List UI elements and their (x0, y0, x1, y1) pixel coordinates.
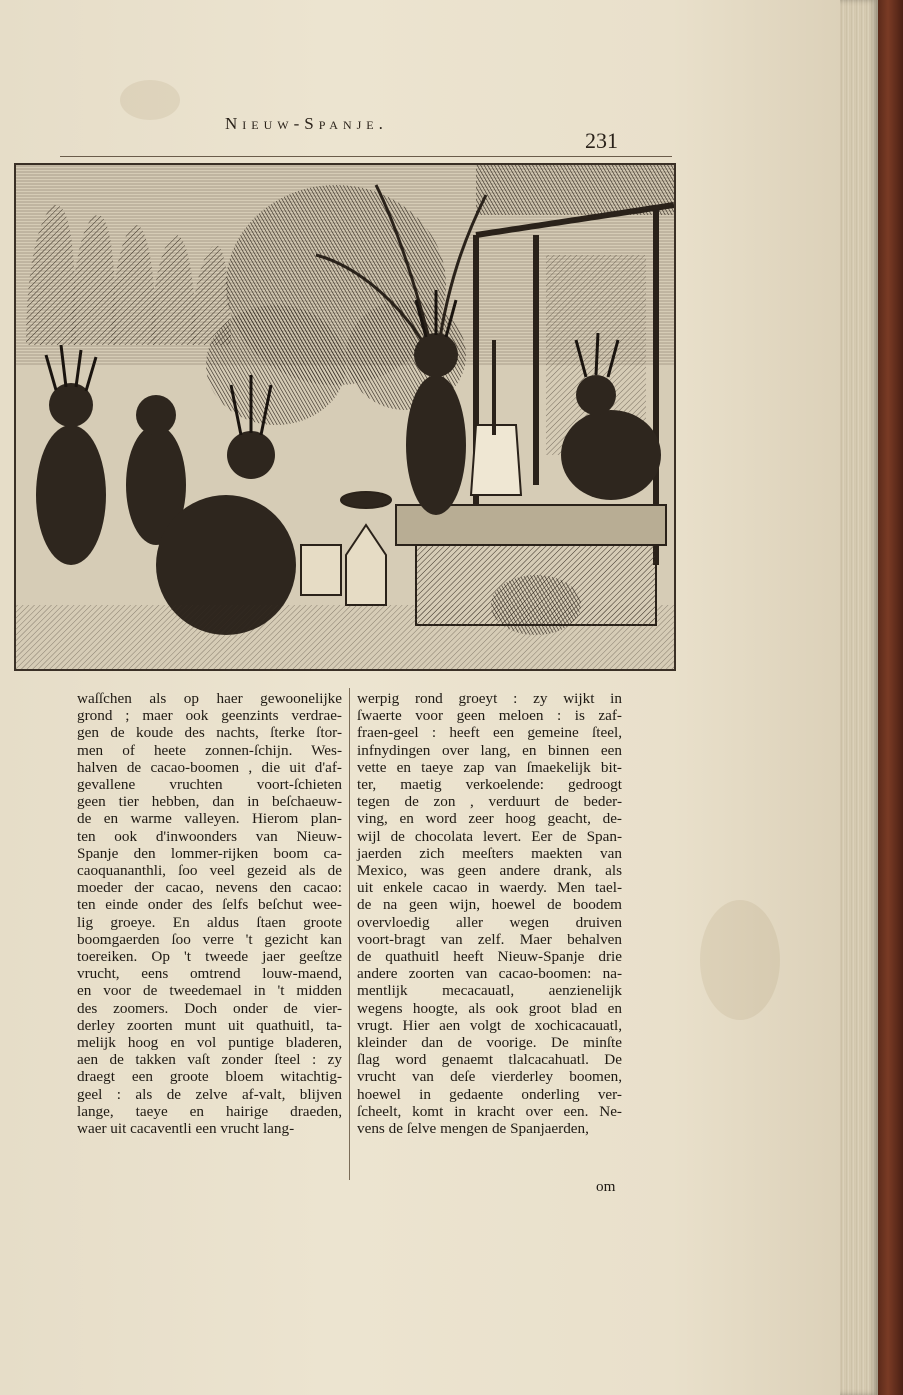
text-line: ſlag word genaemt tlalcacahuatl. De (357, 1051, 622, 1069)
text-line: men of heete zonnen-ſchijn. Wes- (77, 741, 342, 759)
text-line: andere zoorten van cacao-boomen: na- (357, 965, 622, 983)
text-line: en voor de tweedemael in 't midden (77, 982, 342, 1000)
text-line: Spanje den lommer-rijken boom ca- (77, 844, 342, 862)
text-line: draegt een groote bloem witachtig- (77, 1068, 342, 1086)
text-line: tegen de zon , verduurt de beder- (357, 793, 622, 811)
text-line: vette en taeye zap van ſmaekelijk bit- (357, 758, 622, 776)
text-line: lig groeye. En aldus ſtaen groote (77, 913, 342, 931)
text-line: ſwaerte voor geen meloen : is zaf- (357, 707, 622, 725)
page-number: 231 (585, 128, 618, 153)
text-line: ten ook d'inwoonders van Nieuw- (77, 827, 342, 845)
text-line: gevallene vruchten voort-ſchieten (77, 776, 342, 794)
text-line: aen de takken vaſt zonder ſteel : zy (77, 1051, 342, 1069)
text-line: infnydingen over lang, en binnen een (357, 741, 622, 759)
text-line: werpig rond groeyt : zy wijkt in (357, 690, 622, 707)
page-edges (840, 0, 878, 1395)
plant-foreground (491, 575, 581, 635)
text-line: halven de cacao-boomen , die uit d'af- (77, 758, 342, 776)
text-line: ten einde onder des ſelfs beſchut wee- (77, 896, 342, 914)
text-line: uit enkele cacao in waerdy. Men tael- (357, 879, 622, 897)
text-line: boomgaerden ſoo verre 't gezicht kan (77, 930, 342, 948)
engraving-drawing (16, 165, 674, 669)
text-line: kleinder dan de voorige. De minſte (357, 1034, 622, 1052)
text-line: ſcheelt, komt in kracht over een. Ne- (357, 1102, 622, 1120)
text-line: wijl de chocolata levert. Eer de Span- (357, 827, 622, 845)
catchword: om (596, 1178, 616, 1195)
text-line: mentlijk mecacauatl, aenzienelijk (357, 982, 622, 1000)
text-line: vrucht van deſe vierderley boomen, (357, 1068, 622, 1086)
text-line: de en warme valleyen. Hierom plan- (77, 810, 342, 828)
text-line: overvloedig aller wegen druiven (357, 913, 622, 931)
text-line: gen de koude des nachts, ſterke ſtor- (77, 724, 342, 742)
text-line: lange, taeye en hairige draeden, (77, 1102, 342, 1120)
text-line: waer uit cacaventli een vrucht lang- (77, 1120, 295, 1138)
text-line: caoquananthli, ſoo veel gezeid als de (77, 862, 342, 880)
text-line: derley zoorten munt uit quathuitl, ta- (77, 1016, 342, 1034)
text-line: moeder der cacao, nevens den cacao: (77, 879, 342, 897)
running-head: Nieuw-Spanje. (225, 114, 388, 133)
text-line: fraen-geel : heeft een gemeine ſteel, (357, 724, 622, 742)
text-column-left (77, 690, 342, 1137)
text-line: toereiken. Op 't tweede jaer geeſtze (77, 948, 342, 966)
text-line: vrugt. Hier aen volgt de xochicacauatl, (357, 1016, 622, 1034)
text-line: vrucht, eens omtrend louw-maend, (77, 965, 342, 983)
text-line: ter, maetig verkoelende: gedroogt (357, 776, 622, 794)
header-rule (60, 156, 672, 157)
text-line: vens de ſelve mengen de Spanjaerden, (357, 1120, 589, 1138)
text-line: geel : als de zelve af-valt, blijven (77, 1085, 342, 1103)
text-line: de na geen wijn, hoewel de boodem (357, 896, 622, 914)
text-line: waſſchen als op haer gewoonelijke (77, 690, 342, 707)
text-line: hoewel in gedaente onderling ver- (357, 1085, 622, 1103)
text-line: melijk hoog en vol puntige bladeren, (77, 1034, 342, 1052)
text-line: geen tier hebben, dan in beſchaeuw- (77, 793, 342, 811)
text-line: wegens hoogte, als ook groot blad en (357, 999, 622, 1017)
text-line: des zoomers. Doch onder de vier- (77, 999, 342, 1017)
text-line: de quathuitl heeft Nieuw-Spanje drie (357, 948, 622, 966)
text-line: voort-bragt van zelf. Maer behalven (357, 930, 622, 948)
text-line: Mexico, was geen andere drank, als (357, 862, 622, 880)
text-line: jaerden zich meeſters maekten van (357, 844, 622, 862)
paper-stain (120, 80, 180, 120)
text-column-right (357, 690, 622, 1137)
book-cover (878, 0, 903, 1395)
text-line: grond ; maer ook geenzints verdrae- (77, 707, 342, 725)
text-line: ving, en word zeer hoog geacht, de- (357, 810, 622, 828)
column-divider (349, 688, 350, 1180)
engraving-illustration (14, 163, 676, 671)
paper-stain (700, 900, 780, 1020)
